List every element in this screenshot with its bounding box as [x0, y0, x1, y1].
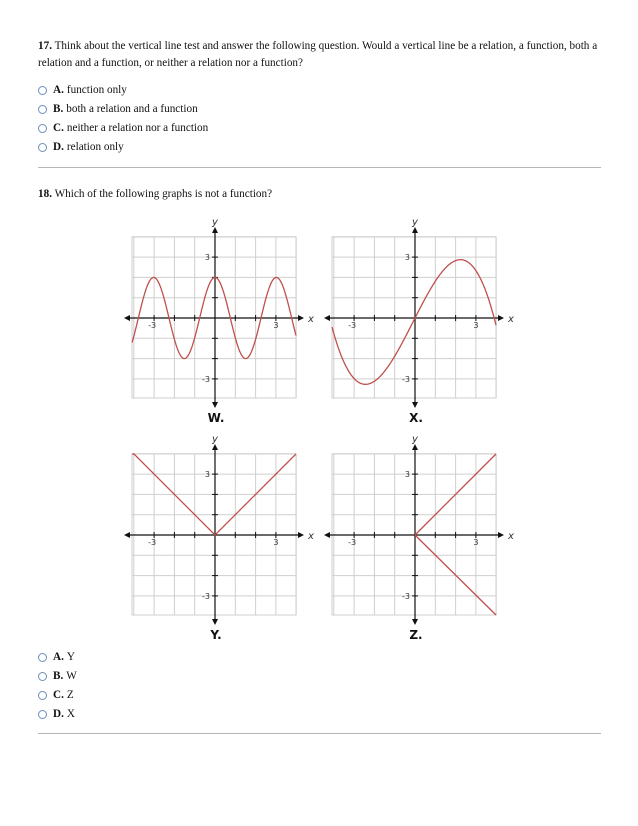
y-tick-label-neg: -3 [402, 591, 410, 601]
x-tick-label-neg: -3 [348, 321, 357, 330]
option-text: both a relation and a function [66, 103, 198, 115]
y-tick-label-pos: 3 [204, 253, 210, 263]
graph-label: X. [409, 411, 423, 425]
x-arrow-icon [498, 532, 504, 538]
radio-icon[interactable] [38, 710, 47, 719]
x-arrow-icon [324, 532, 330, 538]
q18-option-a[interactable] [38, 649, 75, 665]
option-letter: D. [53, 141, 64, 153]
y-tick-label-neg: -3 [202, 591, 210, 601]
x-tick-label-neg: -3 [348, 538, 357, 547]
x-tick-label-neg: -3 [148, 538, 157, 547]
x-arrow-icon [124, 315, 130, 321]
option-letter: C. [53, 122, 64, 134]
x-axis-label: x [308, 314, 314, 325]
y-arrow-icon [412, 402, 418, 408]
y-axis-label: y [212, 434, 218, 445]
option-text: function only [66, 84, 127, 96]
option-letter: A. [53, 84, 64, 96]
x-arrow-icon [298, 315, 304, 321]
graph-label: Y. [210, 628, 222, 642]
question-17-number: 17. [38, 40, 52, 52]
q18-option-b[interactable] [38, 668, 77, 684]
question-18-prompt: Which of the following graphs is not a function? [54, 188, 273, 200]
y-tick-label-pos: 3 [404, 253, 410, 263]
graph-label: W. [207, 411, 225, 425]
y-arrow-icon [412, 619, 418, 625]
x-axis-label: x [508, 531, 514, 542]
y-axis-label: y [212, 217, 218, 228]
radio-icon[interactable] [38, 691, 47, 700]
y-axis-label: y [412, 434, 418, 445]
option-text: W [66, 670, 77, 682]
y-tick-label-pos: 3 [204, 470, 210, 480]
option-letter: C. [53, 689, 64, 701]
q18-option-c[interactable] [38, 687, 74, 703]
x-tick-label-pos: 3 [273, 538, 279, 547]
y-arrow-icon [212, 402, 218, 408]
option-letter: B. [53, 103, 64, 115]
x-arrow-icon [298, 532, 304, 538]
q18-option-d[interactable] [38, 706, 75, 722]
y-tick-label-pos: 3 [404, 470, 410, 480]
x-axis-label: x [308, 531, 314, 542]
option-letter: B. [53, 670, 64, 682]
option-letter: A. [53, 651, 64, 663]
x-arrow-icon [324, 315, 330, 321]
option-text: Y [66, 651, 75, 663]
option-text: relation only [66, 141, 124, 153]
radio-icon[interactable] [38, 672, 47, 681]
y-tick-label-neg: -3 [202, 374, 210, 384]
x-tick-label-pos: 3 [473, 321, 479, 330]
option-text: neither a relation nor a function [66, 122, 209, 134]
x-axis-label: x [508, 314, 514, 325]
option-text: X [66, 708, 75, 720]
question-18-number: 18. [38, 188, 52, 200]
x-tick-label-pos: 3 [273, 321, 279, 330]
divider [38, 733, 601, 734]
question-17-prompt: Think about the vertical line test and answer the following question. Would a vertical line be a relation, a function, both a relation and a function, or neither a relation nor a function? [38, 40, 598, 69]
graph-label: Z. [409, 628, 423, 642]
option-letter: D. [53, 708, 64, 720]
radio-icon[interactable] [38, 653, 47, 662]
x-tick-label-pos: 3 [473, 538, 479, 547]
x-arrow-icon [498, 315, 504, 321]
x-arrow-icon [124, 532, 130, 538]
y-tick-label-neg: -3 [402, 374, 410, 384]
x-tick-label-neg: -3 [148, 321, 157, 330]
option-text: Z [66, 689, 74, 701]
graph-curve [332, 260, 496, 385]
y-axis-label: y [412, 217, 418, 228]
y-arrow-icon [212, 619, 218, 625]
